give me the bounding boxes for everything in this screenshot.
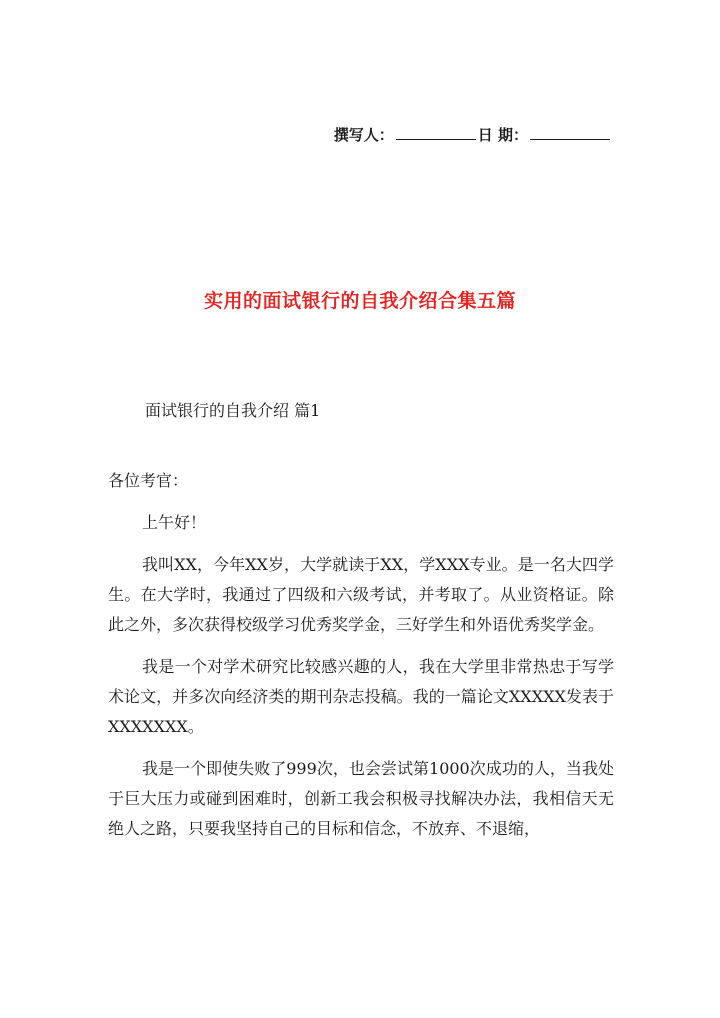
document-body (108, 396, 614, 856)
document-title: 实用的面试银行的自我介绍合集五篇 (203, 290, 516, 312)
section-heading: 面试银行的自我介绍 篇1 (145, 401, 321, 420)
salutation: 各位考官： (108, 471, 189, 490)
author-blank (396, 125, 476, 140)
author-label: 撰写人： (333, 126, 394, 144)
date-blank (530, 125, 610, 140)
paragraph-academic: 我是一个对学术研究比较感兴趣的人，我在大学里非常热忠于写学术论文，并多次向经济类的期刊杂志投稿。我的一篇论文XXXXX发表于XXXXXXX。 (108, 657, 614, 736)
paragraph-greeting: 上午好！ (142, 513, 207, 532)
date-label: 日 期： (477, 126, 528, 144)
paragraph-introduction: 我叫XX，今年XX岁，大学就读于XX，学XXX专业。是一名大四学生。在大学时，我通过了四级和六级考试，并考取了。从业资格证。除此之外，多次获得校级学习优秀奖学金，三好学生和外语优秀奖学金。 (108, 555, 614, 634)
author-date-line (334, 124, 612, 145)
paragraph-perseverance: 我是一个即使失败了999次，也会尝试第1000次成功的人，当我处于巨大压力或碰到困难时，创新工我会积极寻找解决办法，我相信天无绝人之路，只要我坚持自己的目标和信念，不放弃、不退缩， (108, 759, 614, 838)
